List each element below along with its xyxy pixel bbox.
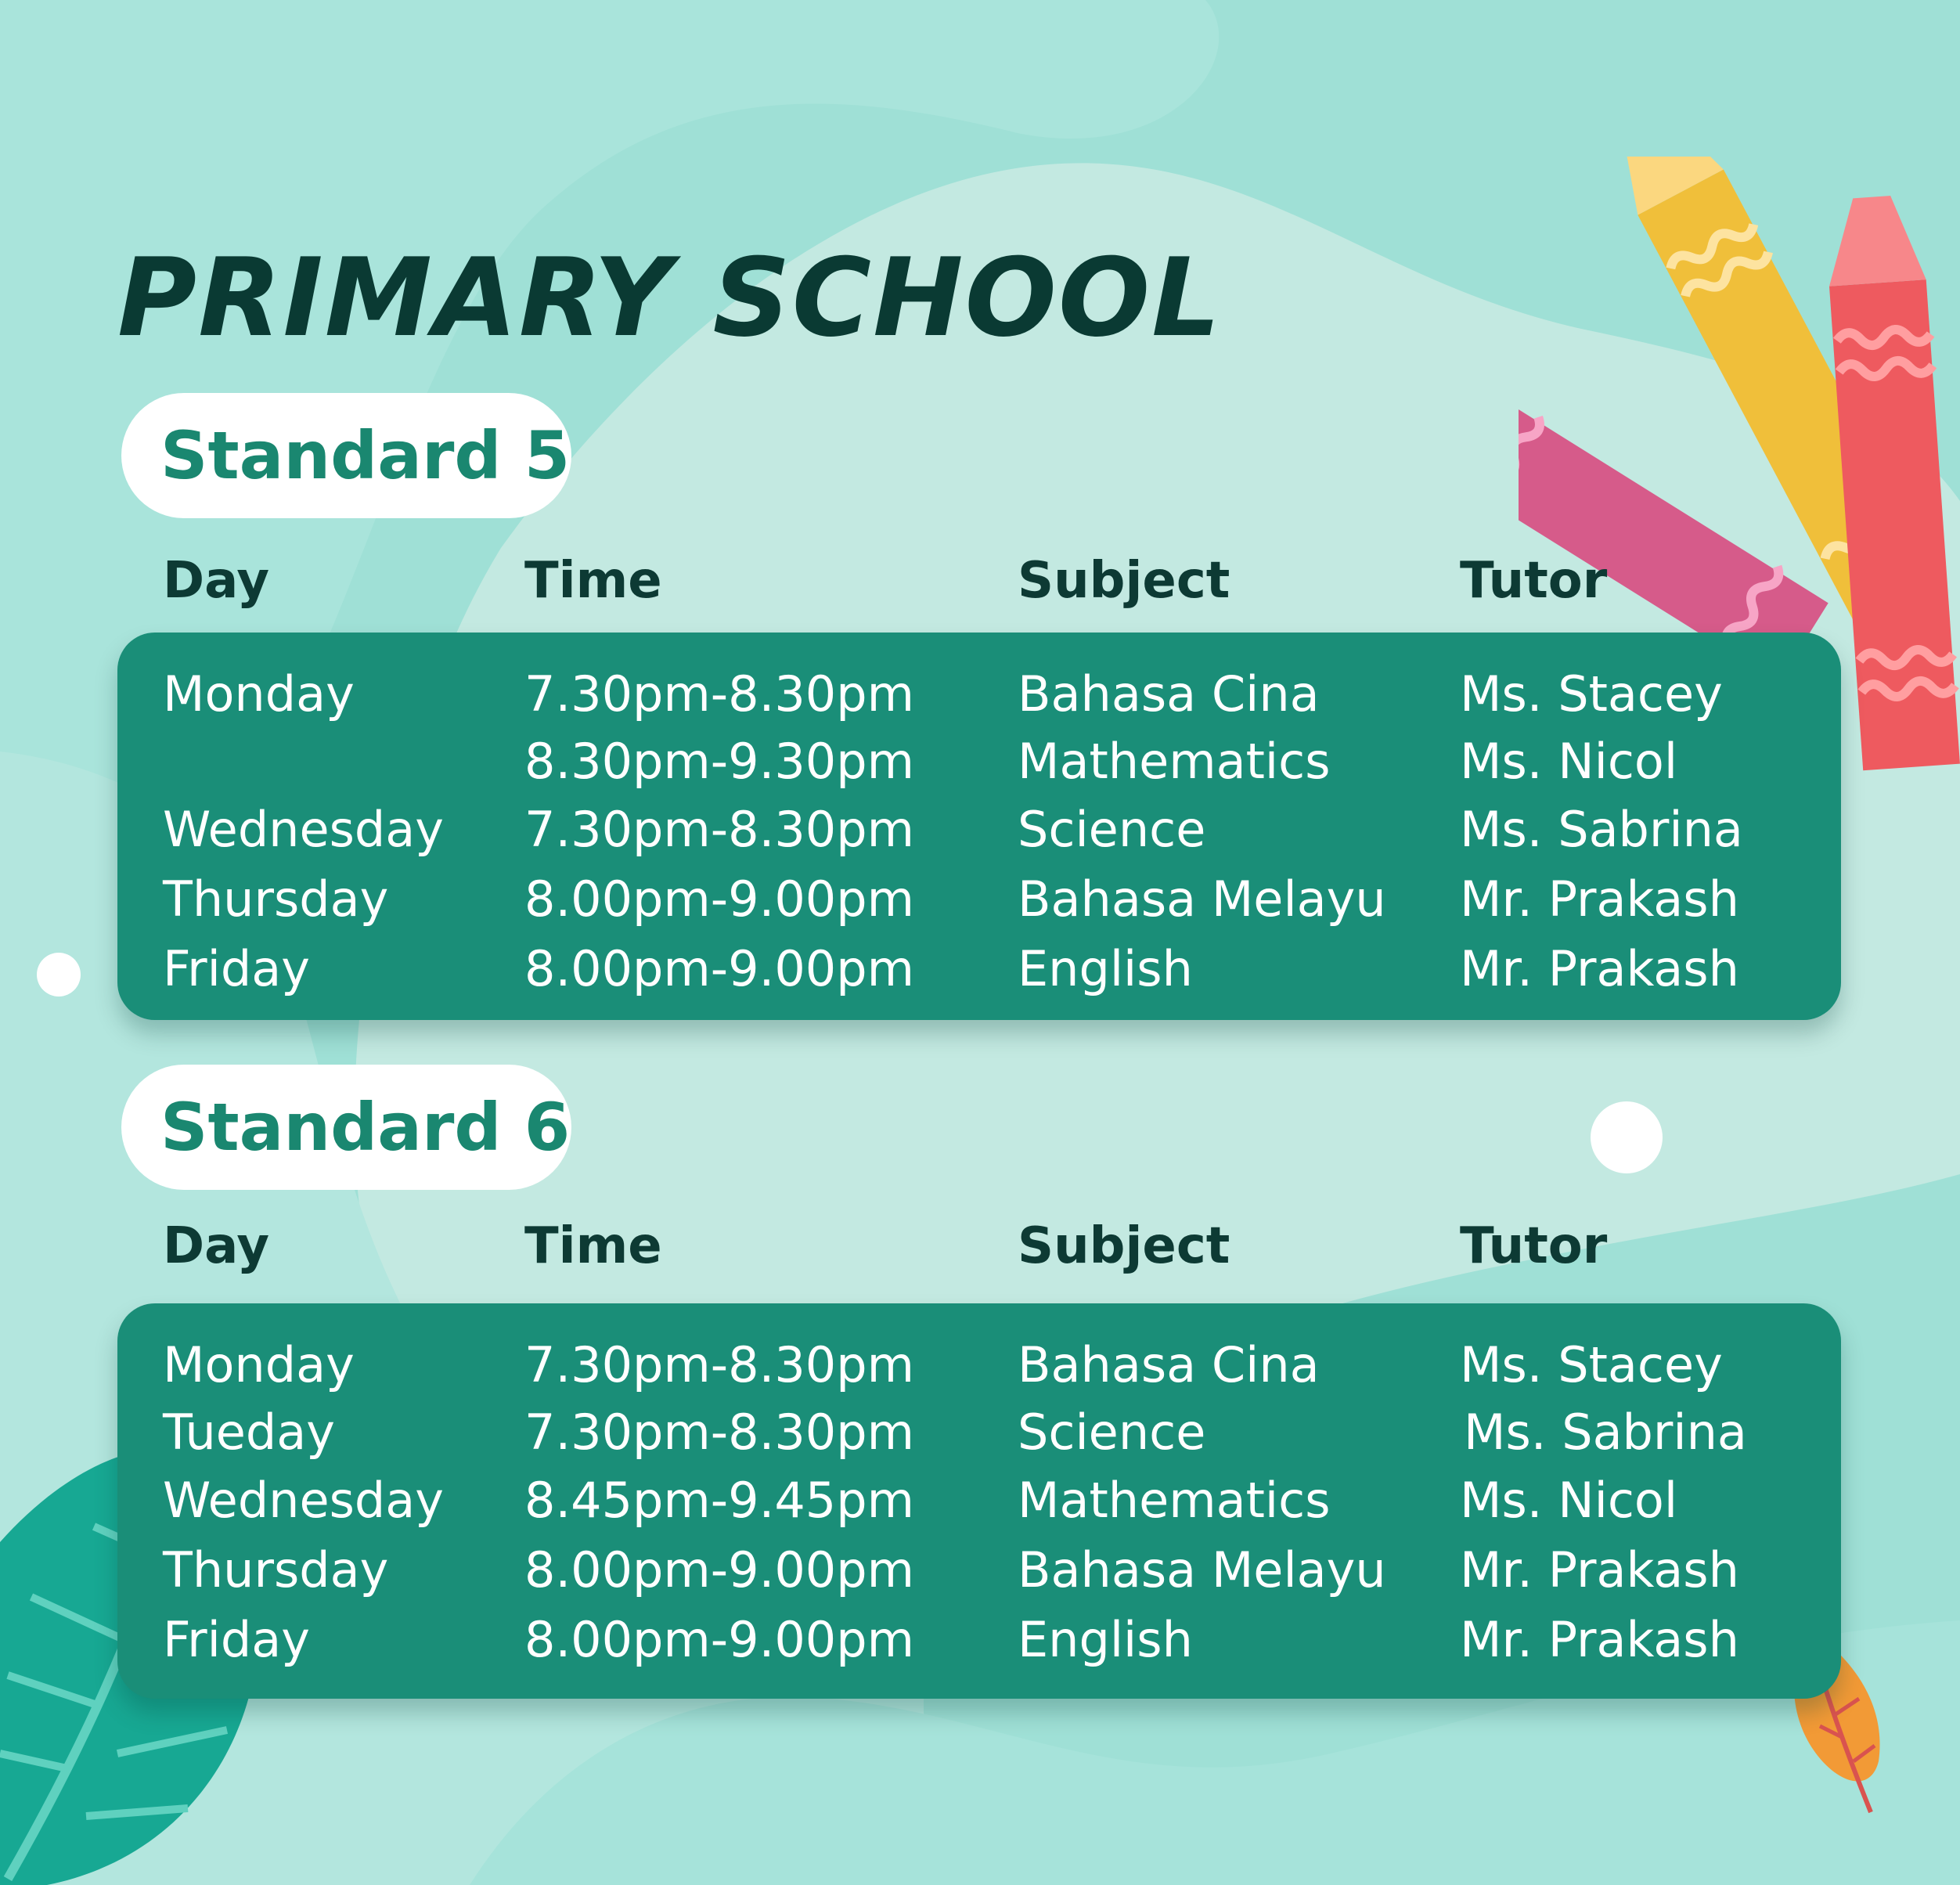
- cell-day: Thursday: [163, 1541, 389, 1598]
- cell-tutor: Ms. Nicol: [1460, 1472, 1678, 1529]
- cell-tutor: Ms. Sabrina: [1460, 801, 1743, 858]
- cell-tutor: Ms. Nicol: [1460, 733, 1678, 790]
- cell-time: 8.00pm-9.00pm: [524, 940, 914, 997]
- cell-subject: Mathematics: [1018, 733, 1331, 790]
- cell-subject: Bahasa Cina: [1018, 1336, 1320, 1393]
- section-label-pill: [121, 1065, 571, 1190]
- cell-day: Wednesday: [163, 1472, 444, 1529]
- column-header-time: Time: [524, 1217, 662, 1275]
- schedule-table: [117, 1303, 1841, 1699]
- cell-day: Monday: [163, 1336, 355, 1393]
- page-title: PRIMARY SCHOOL: [117, 235, 1223, 361]
- schedule-table: [117, 633, 1841, 1020]
- white-dot-icon: [35, 951, 82, 998]
- cell-subject: English: [1018, 1611, 1193, 1668]
- cell-day: Tueday: [163, 1404, 335, 1461]
- cell-day: Monday: [163, 665, 355, 723]
- cell-day: Friday: [163, 940, 310, 997]
- cell-tutor: Mr. Prakash: [1460, 1541, 1739, 1598]
- cell-tutor: Mr. Prakash: [1460, 940, 1739, 997]
- cell-day: Thursday: [163, 870, 389, 928]
- cell-time: 7.30pm-8.30pm: [524, 1404, 914, 1461]
- cell-subject: Mathematics: [1018, 1472, 1331, 1529]
- white-dot-icon: [1589, 1100, 1664, 1175]
- cell-subject: Bahasa Melayu: [1018, 1541, 1386, 1598]
- cell-time: 7.30pm-8.30pm: [524, 1336, 914, 1393]
- cell-time: 8.45pm-9.45pm: [524, 1472, 914, 1529]
- column-header-tutor: Tutor: [1460, 1217, 1608, 1275]
- cell-tutor: Ms. Stacey: [1460, 665, 1723, 723]
- cell-time: 8.00pm-9.00pm: [524, 870, 914, 928]
- cell-time: 7.30pm-8.30pm: [524, 801, 914, 858]
- cell-time: 8.00pm-9.00pm: [524, 1541, 914, 1598]
- cell-time: 8.30pm-9.30pm: [524, 733, 914, 790]
- column-header-tutor: Tutor: [1460, 552, 1608, 610]
- cell-tutor: Mr. Prakash: [1460, 1611, 1739, 1668]
- column-header-day: Day: [163, 552, 270, 610]
- cell-tutor: Mr. Prakash: [1460, 870, 1739, 928]
- column-header-subject: Subject: [1018, 552, 1230, 610]
- cell-day: Friday: [163, 1611, 310, 1668]
- cell-day: Wednesday: [163, 801, 444, 858]
- cell-tutor: Ms. Stacey: [1460, 1336, 1723, 1393]
- cell-subject: English: [1018, 940, 1193, 997]
- cell-tutor: Ms. Sabrina: [1464, 1404, 1747, 1461]
- section-label: Standard 6: [160, 1089, 571, 1166]
- cell-subject: Bahasa Melayu: [1018, 870, 1386, 928]
- cell-time: 7.30pm-8.30pm: [524, 665, 914, 723]
- cell-subject: Science: [1018, 1404, 1206, 1461]
- section-label-pill: [121, 393, 571, 518]
- column-header-time: Time: [524, 552, 662, 610]
- cell-subject: Bahasa Cina: [1018, 665, 1320, 723]
- cell-time: 8.00pm-9.00pm: [524, 1611, 914, 1668]
- section-label: Standard 5: [160, 417, 571, 494]
- column-header-subject: Subject: [1018, 1217, 1230, 1275]
- column-header-day: Day: [163, 1217, 270, 1275]
- cell-subject: Science: [1018, 801, 1206, 858]
